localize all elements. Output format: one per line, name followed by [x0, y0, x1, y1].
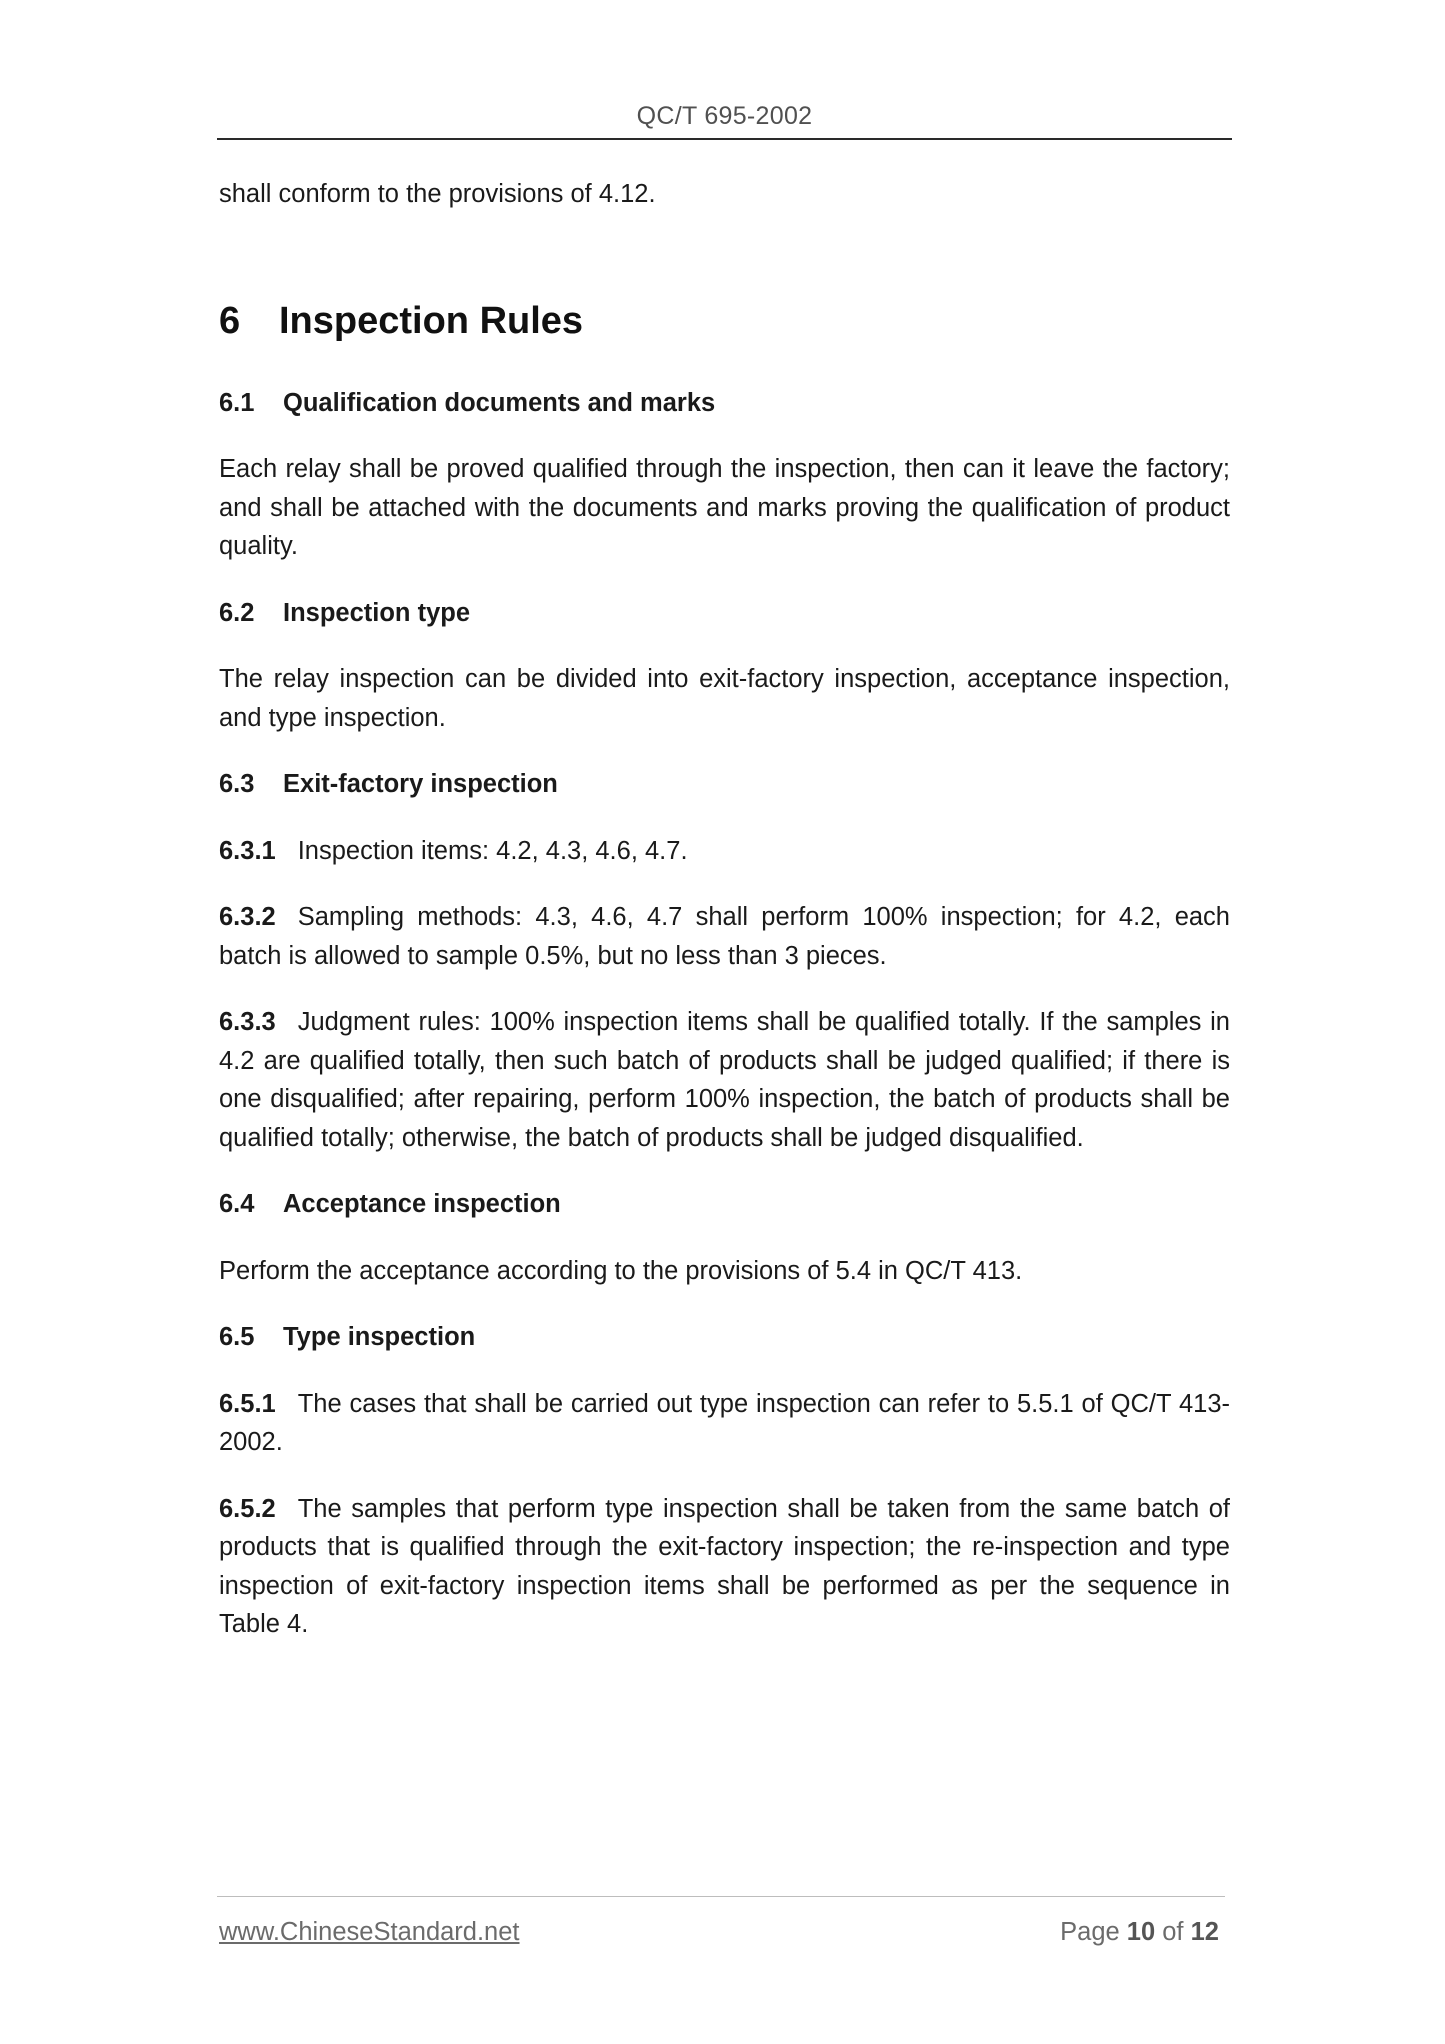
subsection-heading-6-1 [219, 384, 1230, 423]
document-id: QC/T 695-2002 [636, 102, 813, 130]
section-heading [219, 298, 1230, 344]
subsection-number: 6.4 [219, 1190, 255, 1218]
paragraph-6-2: The relay inspection can be divided into exit-factory inspection, acceptance inspection, and type inspection. [219, 665, 1230, 732]
subsection-title: Type inspection [283, 1323, 476, 1351]
page-header [217, 102, 1232, 140]
clause-text: Inspection items: 4.2, 4.3, 4.6, 4.7. [297, 836, 688, 865]
page-total: 12 [1190, 1918, 1219, 1946]
page-content [219, 175, 1230, 1644]
clause-text: Judgment rules: 100% inspection items shall be qualified totally. If the samples in 4.2 are qualified totally, then such batch of products shall be judged qualified; if there is one disqualified; after repairing, perform 100% inspection, the batch of products shall be qualified totally; otherwise, the batch of products shall be judged disqualified. [219, 1008, 1230, 1152]
subsection-title: Inspection type [283, 598, 471, 627]
clause-text: The samples that perform type inspection shall be taken from the same batch of products that is qualified through the exit-factory inspection; the re-inspection and type inspection of exit-factory inspection items shall be performed as per the sequence in Table 4. [219, 1494, 1230, 1638]
section-title: Inspection Rules [279, 299, 584, 342]
subsection-heading-6-5 [219, 1318, 1230, 1357]
page-of: of [1162, 1918, 1184, 1946]
page-number [1060, 1918, 1219, 1947]
subsection-title: Exit-factory inspection [283, 770, 558, 798]
subsection-number: 6.3 [219, 770, 255, 798]
clause-6-3-1 [219, 832, 1230, 871]
section-number: 6 [219, 299, 241, 342]
clause-text: The cases that shall be carried out type inspection can refer to 5.5.1 of QC/T 413-2002. [219, 1389, 1230, 1456]
website-link[interactable]: www.ChineseStandard.net [219, 1918, 520, 1946]
subsection-heading-6-3 [219, 765, 1230, 804]
subsection-heading-6-2 [219, 594, 1230, 633]
page-current: 10 [1126, 1918, 1156, 1946]
subsection-title: Qualification documents and marks [283, 388, 716, 417]
clause-number: 6.3.1 [219, 836, 276, 865]
continuation-text: shall conform to the provisions of 4.12. [219, 180, 656, 208]
clause-6-3-3 [219, 1003, 1230, 1157]
page-word: Page [1060, 1918, 1120, 1946]
page-footer [217, 1896, 1225, 1957]
clause-text: Sampling methods: 4.3, 4.6, 4.7 shall perform 100% inspection; for 4.2, each batch is allowed to sample 0.5%, but no less than 3 pieces. [219, 903, 1230, 970]
clause-number: 6.5.2 [219, 1494, 276, 1523]
subsection-heading-6-4 [219, 1185, 1230, 1224]
paragraph-6-1: Each relay shall be proved qualified through the inspection, then can it leave the factory; and shall be attached with the documents and marks proving the qualification of product quality. [219, 455, 1230, 560]
subsection-number: 6.2 [219, 598, 255, 627]
clause-6-5-1 [219, 1385, 1230, 1462]
subsection-number: 6.5 [219, 1323, 255, 1351]
clause-number: 6.3.2 [219, 903, 276, 931]
paragraph-6-4: Perform the acceptance according to the provisions of 5.4 in QC/T 413. [219, 1256, 1023, 1285]
clause-number: 6.3.3 [219, 1008, 276, 1036]
clause-6-5-2 [219, 1490, 1230, 1644]
subsection-title: Acceptance inspection [283, 1190, 561, 1218]
clause-number: 6.5.1 [219, 1389, 276, 1418]
clause-6-3-2 [219, 898, 1230, 975]
subsection-number: 6.1 [219, 388, 255, 417]
